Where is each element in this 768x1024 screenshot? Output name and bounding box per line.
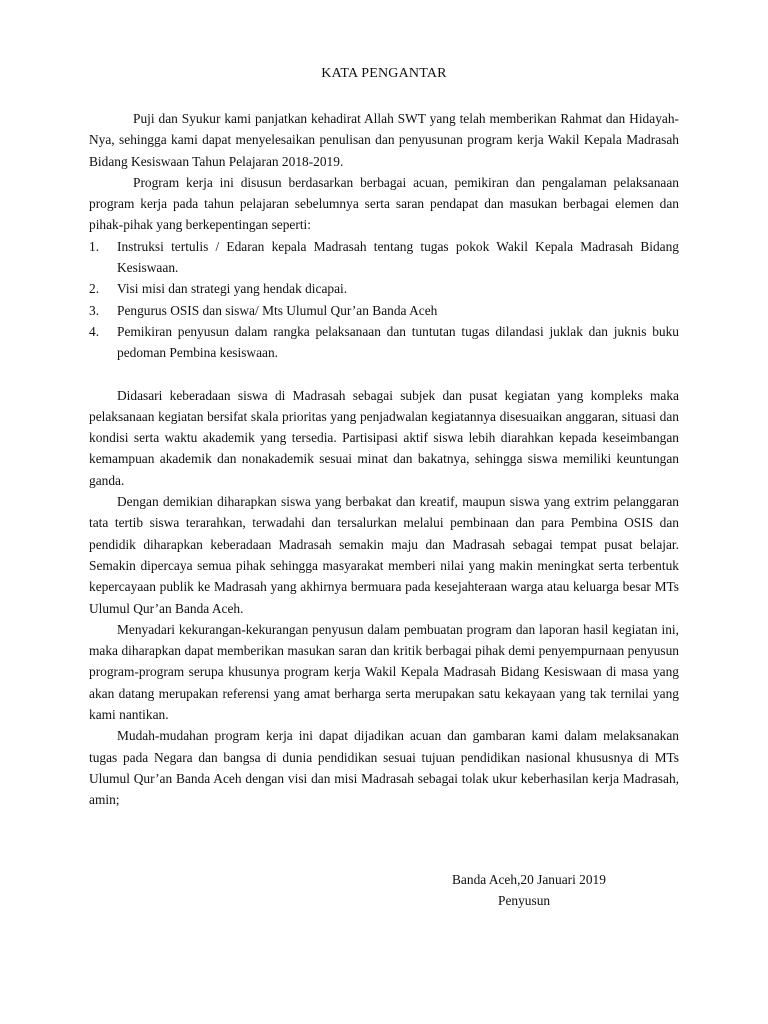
list-item xyxy=(89,236,679,279)
list-item-text: Instruksi tertulis / Edaran kepala Madrasah tentang tugas pokok Wakil Kepala Madrasah Bidang Kesiswaan. xyxy=(117,238,679,276)
list-item-text: Pengurus OSIS dan siswa/ Mts Ulumul Qur’an Banda Aceh xyxy=(117,302,438,318)
signature-block xyxy=(420,869,660,912)
list-item-text: Pemikiran penyusun dalam rangka pelaksanaan dan tuntutan tugas dilandasi juklak dan juknis buku pedoman Pembina kesiswaan. xyxy=(117,323,679,361)
list-item-number: 1. xyxy=(89,238,100,254)
list-item xyxy=(89,321,679,364)
document-title: KATA PENGANTAR xyxy=(321,66,447,81)
signature-role: Penyusun xyxy=(498,893,551,909)
paragraph-expectations: Dengan demikian diharapkan siswa yang berbakat dan kreatif, maupun siswa yang extrim pelanggaran tata tertib siswa terarahkan, terwadahi dan tersalurkan melalui pembinaan dan para Pembina OSIS dan pendidik diharapkan keberadaan Madrasah semakin maju dan Madrasah sebagai tempat pusat belajar. Semakin dipercaya semua pihak sehingga masyarakat memberi nilai yang makin meningkat serta terbentuk kepercayaan publik ke Madrasah yang akhirnya bermuara pada kesejahteraan warga atau keluarga besar MTs Ulumul Qur’an Banda Aceh. xyxy=(89,494,679,616)
paragraph-closing: Mudah-mudahan program kerja ini dapat dijadikan acuan dan gambaran kami dalam melaksanakan tugas pada Negara dan bangsa di dunia pendidikan sesuai tujuan pendidikan nasional khususnya di MTs Ulumul Qur’an Banda Aceh dengan visi dan misi Madrasah sebagai tolak ukur keberhasilan kerja Madrasah, amin; xyxy=(89,728,679,808)
reference-list xyxy=(89,236,679,364)
paragraph-program-basis: Program kerja ini disusun berdasarkan berbagai acuan, pemikiran dan pengalaman pelaksanaan program kerja pada tahun pelajaran sebelumnya serta saran pendapat dan masukan berbagai elemen dan pihak-pihak yang berkepentingan seperti: xyxy=(89,174,679,233)
paragraph-acknowledgement: Menyadari kekurangan-kekurangan penyusun dalam pembuatan program dan laporan hasil kegiatan ini, maka diharapkan dapat memberikan masukan saran dan kritik berbagai pihak demi penyempurnaan penyusun program-program serupa khusunya program kerja Wakil Kepala Madrasah Bidang Kesiswaan di masa yang akan datang merupakan referensi yang amat berharga serta merupakan satu kekayaan yang tak ternilai yang kami nantikan. xyxy=(89,621,679,723)
list-item-number: 2. xyxy=(89,281,100,297)
signature-place-date: Banda Aceh,20 Januari 2019 xyxy=(452,872,606,887)
paragraph-student-basis: Didasari keberadaan siswa di Madrasah sebagai subjek dan pusat kegiatan yang kompleks maka pelaksanaan kegiatan bersifat skala prioritas yang penjadwalan kegiatannya disesuaikan anggaran, situasi dan kondisi serta waktu akademik yang tersedia. Partisipasi aktif siswa lebih diarahkan kepada keseimbangan kemampuan akademik dan nonakademik sesuai minat dan bakatnya, sehingga siswa memiliki keuntungan ganda. xyxy=(89,387,679,488)
list-item-number: 4. xyxy=(89,323,100,339)
document-body xyxy=(89,108,679,811)
list-item xyxy=(89,278,679,299)
list-item-number: 3. xyxy=(89,302,100,318)
list-item-text: Visi misi dan strategi yang hendak dicapai. xyxy=(117,281,348,297)
list-item xyxy=(89,300,679,321)
paragraph-opening: Puji dan Syukur kami panjatkan kehadirat Allah SWT yang telah memberikan Rahmat dan Hidayah-Nya, sehingga kami dapat menyelesaikan penulisan dan penyusunan program kerja Wakil Kepala Madrasah Bidang Kesiswaan Tahun Pelajaran 2018-2019. xyxy=(89,111,679,169)
paragraph-spacer xyxy=(89,364,679,385)
